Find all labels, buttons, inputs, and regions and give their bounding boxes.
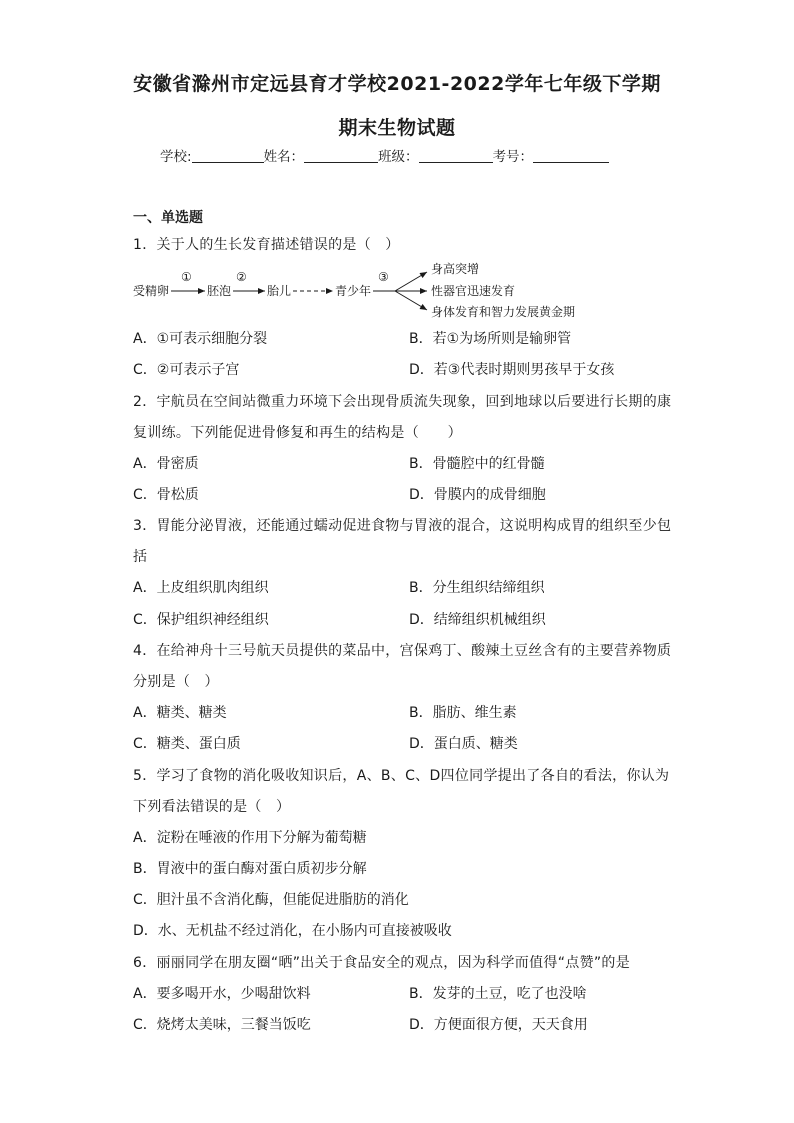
q6-option-b[interactable]: B．发芽的土豆，吃了也没啥 bbox=[409, 986, 587, 1002]
q4-stem-line1: 4．在给神舟十三号航天员提供的菜品中，宫保鸡丁、酸辣土豆丝含有的主要营养物质 bbox=[133, 643, 672, 659]
q3-option-c[interactable]: C．保护组织神经组织 bbox=[133, 612, 269, 628]
branch-arrow-1 bbox=[395, 272, 427, 291]
q6-option-d[interactable]: D．方便面很方便，天天食用 bbox=[409, 1017, 588, 1033]
node-blastocyst: 胚泡 bbox=[207, 284, 232, 298]
q2-option-b[interactable]: B．骨髓腔中的红骨髓 bbox=[409, 456, 545, 472]
class-label: 班级： bbox=[378, 149, 419, 165]
q5-option-d[interactable]: D．水、无机盐不经过消化，在小肠内可直接被吸收 bbox=[133, 923, 452, 939]
q3-stem-line2: 括 bbox=[133, 549, 148, 565]
section-title: 一、单选题 bbox=[133, 210, 203, 226]
q4-stem-line2: 分别是（ ） bbox=[133, 674, 219, 690]
q1-stem: 1．关于人的生长发育描述错误的是（ ） bbox=[133, 237, 400, 253]
q2-option-c[interactable]: C．骨松质 bbox=[133, 487, 199, 503]
marker-1: ① bbox=[181, 270, 192, 284]
name-blank[interactable] bbox=[304, 148, 378, 163]
exam-title-line1: 安徽省滁州市定远县育才学校2021-2022学年七年级下学期 bbox=[133, 73, 661, 95]
q2-option-d[interactable]: D．骨膜内的成骨细胞 bbox=[409, 487, 546, 503]
q3-stem-line1: 3．胃能分泌胃液，还能通过蠕动促进食物与胃液的混合，这说明构成胃的组织至少包 bbox=[133, 518, 672, 534]
q5-option-b[interactable]: B．胃液中的蛋白酶对蛋白质初步分解 bbox=[133, 861, 367, 877]
q3-option-b[interactable]: B．分生组织结缔组织 bbox=[409, 580, 545, 596]
student-info-row bbox=[160, 145, 609, 165]
exam-title-line2: 期末生物试题 bbox=[338, 117, 456, 139]
q2-option-a[interactable]: A．骨密质 bbox=[133, 456, 199, 472]
branch-arrow-3 bbox=[395, 291, 427, 310]
q1-option-b[interactable]: B．若①为场所则是输卵管 bbox=[409, 331, 572, 347]
q1-option-c[interactable]: C．②可表示子宫 bbox=[133, 362, 240, 378]
q1-option-d[interactable]: D．若③代表时期则男孩早于女孩 bbox=[409, 362, 615, 378]
q5-stem-line1: 5．学习了食物的消化吸收知识后，A、B、C、D四位同学提出了各自的看法，你认为 bbox=[133, 768, 670, 784]
q3-option-a[interactable]: A．上皮组织肌肉组织 bbox=[133, 580, 269, 596]
q4-option-d[interactable]: D．蛋白质、糖类 bbox=[409, 736, 518, 752]
q1-option-a[interactable]: A．①可表示细胞分裂 bbox=[133, 331, 268, 347]
q6-option-c[interactable]: C．烧烤太美味，三餐当饭吃 bbox=[133, 1017, 311, 1033]
school-label: 学校: bbox=[160, 149, 192, 165]
branch-height-surge: 身高突增 bbox=[431, 262, 480, 276]
branch-sex-organ: 性器官迅速发育 bbox=[431, 284, 516, 298]
number-label: 考号： bbox=[492, 149, 534, 165]
q2-stem-line1: 2．宇航员在空间站微重力环境下会出现骨质流失现象，回到地球以后要进行长期的康 bbox=[133, 394, 672, 410]
marker-3: ③ bbox=[378, 270, 389, 284]
q6-option-a[interactable]: A．要多喝开水，少喝甜饮料 bbox=[133, 986, 311, 1002]
q3-option-d[interactable]: D．结缔组织机械组织 bbox=[409, 612, 546, 628]
q5-option-a[interactable]: A．淀粉在唾液的作用下分解为葡萄糖 bbox=[133, 830, 367, 846]
marker-2: ② bbox=[236, 270, 247, 284]
q4-option-c[interactable]: C．糖类、蛋白质 bbox=[133, 736, 241, 752]
q2-stem-line2: 复训练。下列能促进骨修复和再生的结构是（ ） bbox=[133, 425, 462, 441]
class-blank[interactable] bbox=[419, 148, 493, 163]
node-zygote: 受精卵 bbox=[133, 284, 170, 298]
school-blank[interactable] bbox=[192, 148, 264, 163]
q4-option-a[interactable]: A．糖类、糖类 bbox=[133, 705, 227, 721]
q6-stem: 6．丽丽同学在朋友圈“晒”出关于食品安全的观点，因为科学而值得“点赞”的是 bbox=[133, 955, 631, 971]
name-label: 姓名： bbox=[263, 149, 305, 165]
q4-option-b[interactable]: B．脂肪、维生素 bbox=[409, 705, 517, 721]
q1-development-diagram bbox=[133, 262, 593, 322]
number-blank[interactable] bbox=[533, 148, 609, 163]
branch-golden-period: 身体发育和智力发展黄金期 bbox=[431, 305, 576, 319]
q5-option-c[interactable]: C．胆汁虽不含消化酶，但能促进脂肪的消化 bbox=[133, 892, 409, 908]
node-adolescent: 青少年 bbox=[335, 284, 372, 298]
q5-stem-line2: 下列看法错误的是（ ） bbox=[133, 799, 291, 815]
node-fetus: 胎儿 bbox=[267, 284, 292, 298]
